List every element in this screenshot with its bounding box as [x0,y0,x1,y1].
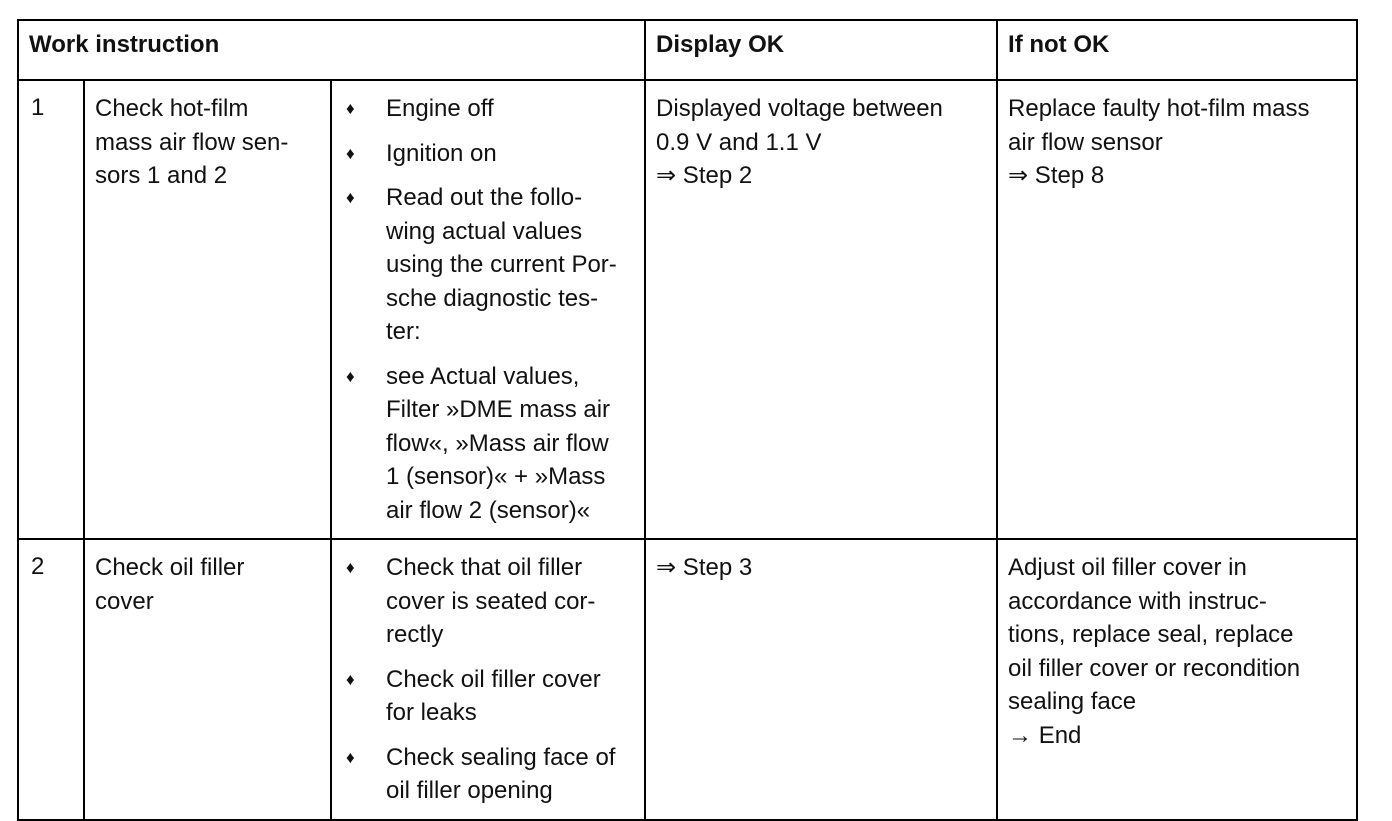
display-ok-cell [645,539,997,820]
diamond-bullet-icon: ♦ [346,669,355,689]
text-line: → End [1008,721,1082,749]
text-line: 1 (sensor)« + »Mass [386,463,606,490]
step-title [84,539,331,820]
table-row [18,539,1357,820]
diamond-bullet-icon: ♦ [346,558,355,577]
header-if-not-ok: If not OK [997,20,1357,80]
header-work-instruction: Work instruction [18,20,645,80]
text-line: air flow sensor [1008,128,1163,156]
step-actions [331,80,645,539]
action-item [342,181,636,349]
action-item [342,741,636,808]
text-line: Replace faulty hot-film mass [1008,95,1310,122]
text-line: Filter »DME mass air [386,396,611,423]
text-line: mass air flow sen- [95,128,289,156]
step-actions [331,539,645,820]
action-item [342,137,636,171]
action-text [386,360,636,528]
table-row [18,80,1357,539]
diamond-bullet-icon: ♦ [346,188,355,207]
text-line: Displayed voltage between [656,95,943,122]
step-number: 2 [18,539,84,820]
if-not-ok-cell [997,80,1357,539]
work-instruction-table [17,19,1358,821]
action-text [386,137,636,171]
text-line: Check hot-film [95,95,249,122]
text-line: Check oil filler cover [386,665,601,693]
text-line: Check that oil filler [386,554,583,581]
text-line: cover is seated cor- [386,587,596,615]
if-not-ok-cell [997,539,1357,820]
text-line: Check sealing face of [386,743,616,771]
text-line: ⇒ Step 8 [1008,162,1105,189]
text-line: wing actual values [386,217,583,245]
action-text [386,741,636,808]
step-title [84,80,331,539]
action-text [386,551,636,652]
text-line: Adjust oil filler cover in [1008,554,1247,581]
diamond-bullet-icon: ♦ [346,747,355,767]
text-line: flow«, »Mass air flow [386,429,609,457]
header-display-ok: Display OK [645,20,997,80]
text-line: Check oil filler [95,554,245,581]
text-line: oil filler opening [386,777,553,804]
text-line: ⇒ Step 3 [656,554,753,581]
diamond-bullet-icon: ♦ [346,99,355,118]
text-line: ter: [386,318,421,345]
text-line: Ignition on [386,139,497,167]
text-line: see Actual values, [386,362,580,390]
display-ok-cell [645,80,997,539]
text-line: sche diagnostic tes- [386,284,599,312]
text-line: cover [95,587,154,615]
table-header-row [18,20,1357,80]
step-number: 1 [18,80,84,539]
text-line: Read out the follo- [386,184,583,211]
text-line: oil filler cover or recondition [1008,654,1301,682]
text-line: tions, replace seal, replace [1008,621,1294,648]
text-line: ⇒ Step 2 [656,162,753,189]
action-text [386,92,636,126]
text-line: air flow 2 (sensor)« [386,496,591,524]
text-line: for leaks [386,699,477,726]
text-line: Engine off [386,95,494,122]
action-text [386,181,636,349]
text-line: using the current Por- [386,251,617,278]
action-list [332,81,644,527]
diamond-bullet-icon: ♦ [346,143,355,163]
action-item [342,663,636,730]
action-text [386,663,636,730]
text-line: 0.9 V and 1.1 V [656,128,822,156]
text-line: rectly [386,621,444,648]
action-item [342,360,636,528]
action-list [332,540,644,808]
action-item [342,551,636,652]
diamond-bullet-icon: ♦ [346,366,355,386]
text-line: sors 1 and 2 [95,162,228,189]
text-line: accordance with instruc- [1008,587,1267,615]
text-line: sealing face [1008,688,1137,715]
action-item [342,92,636,126]
